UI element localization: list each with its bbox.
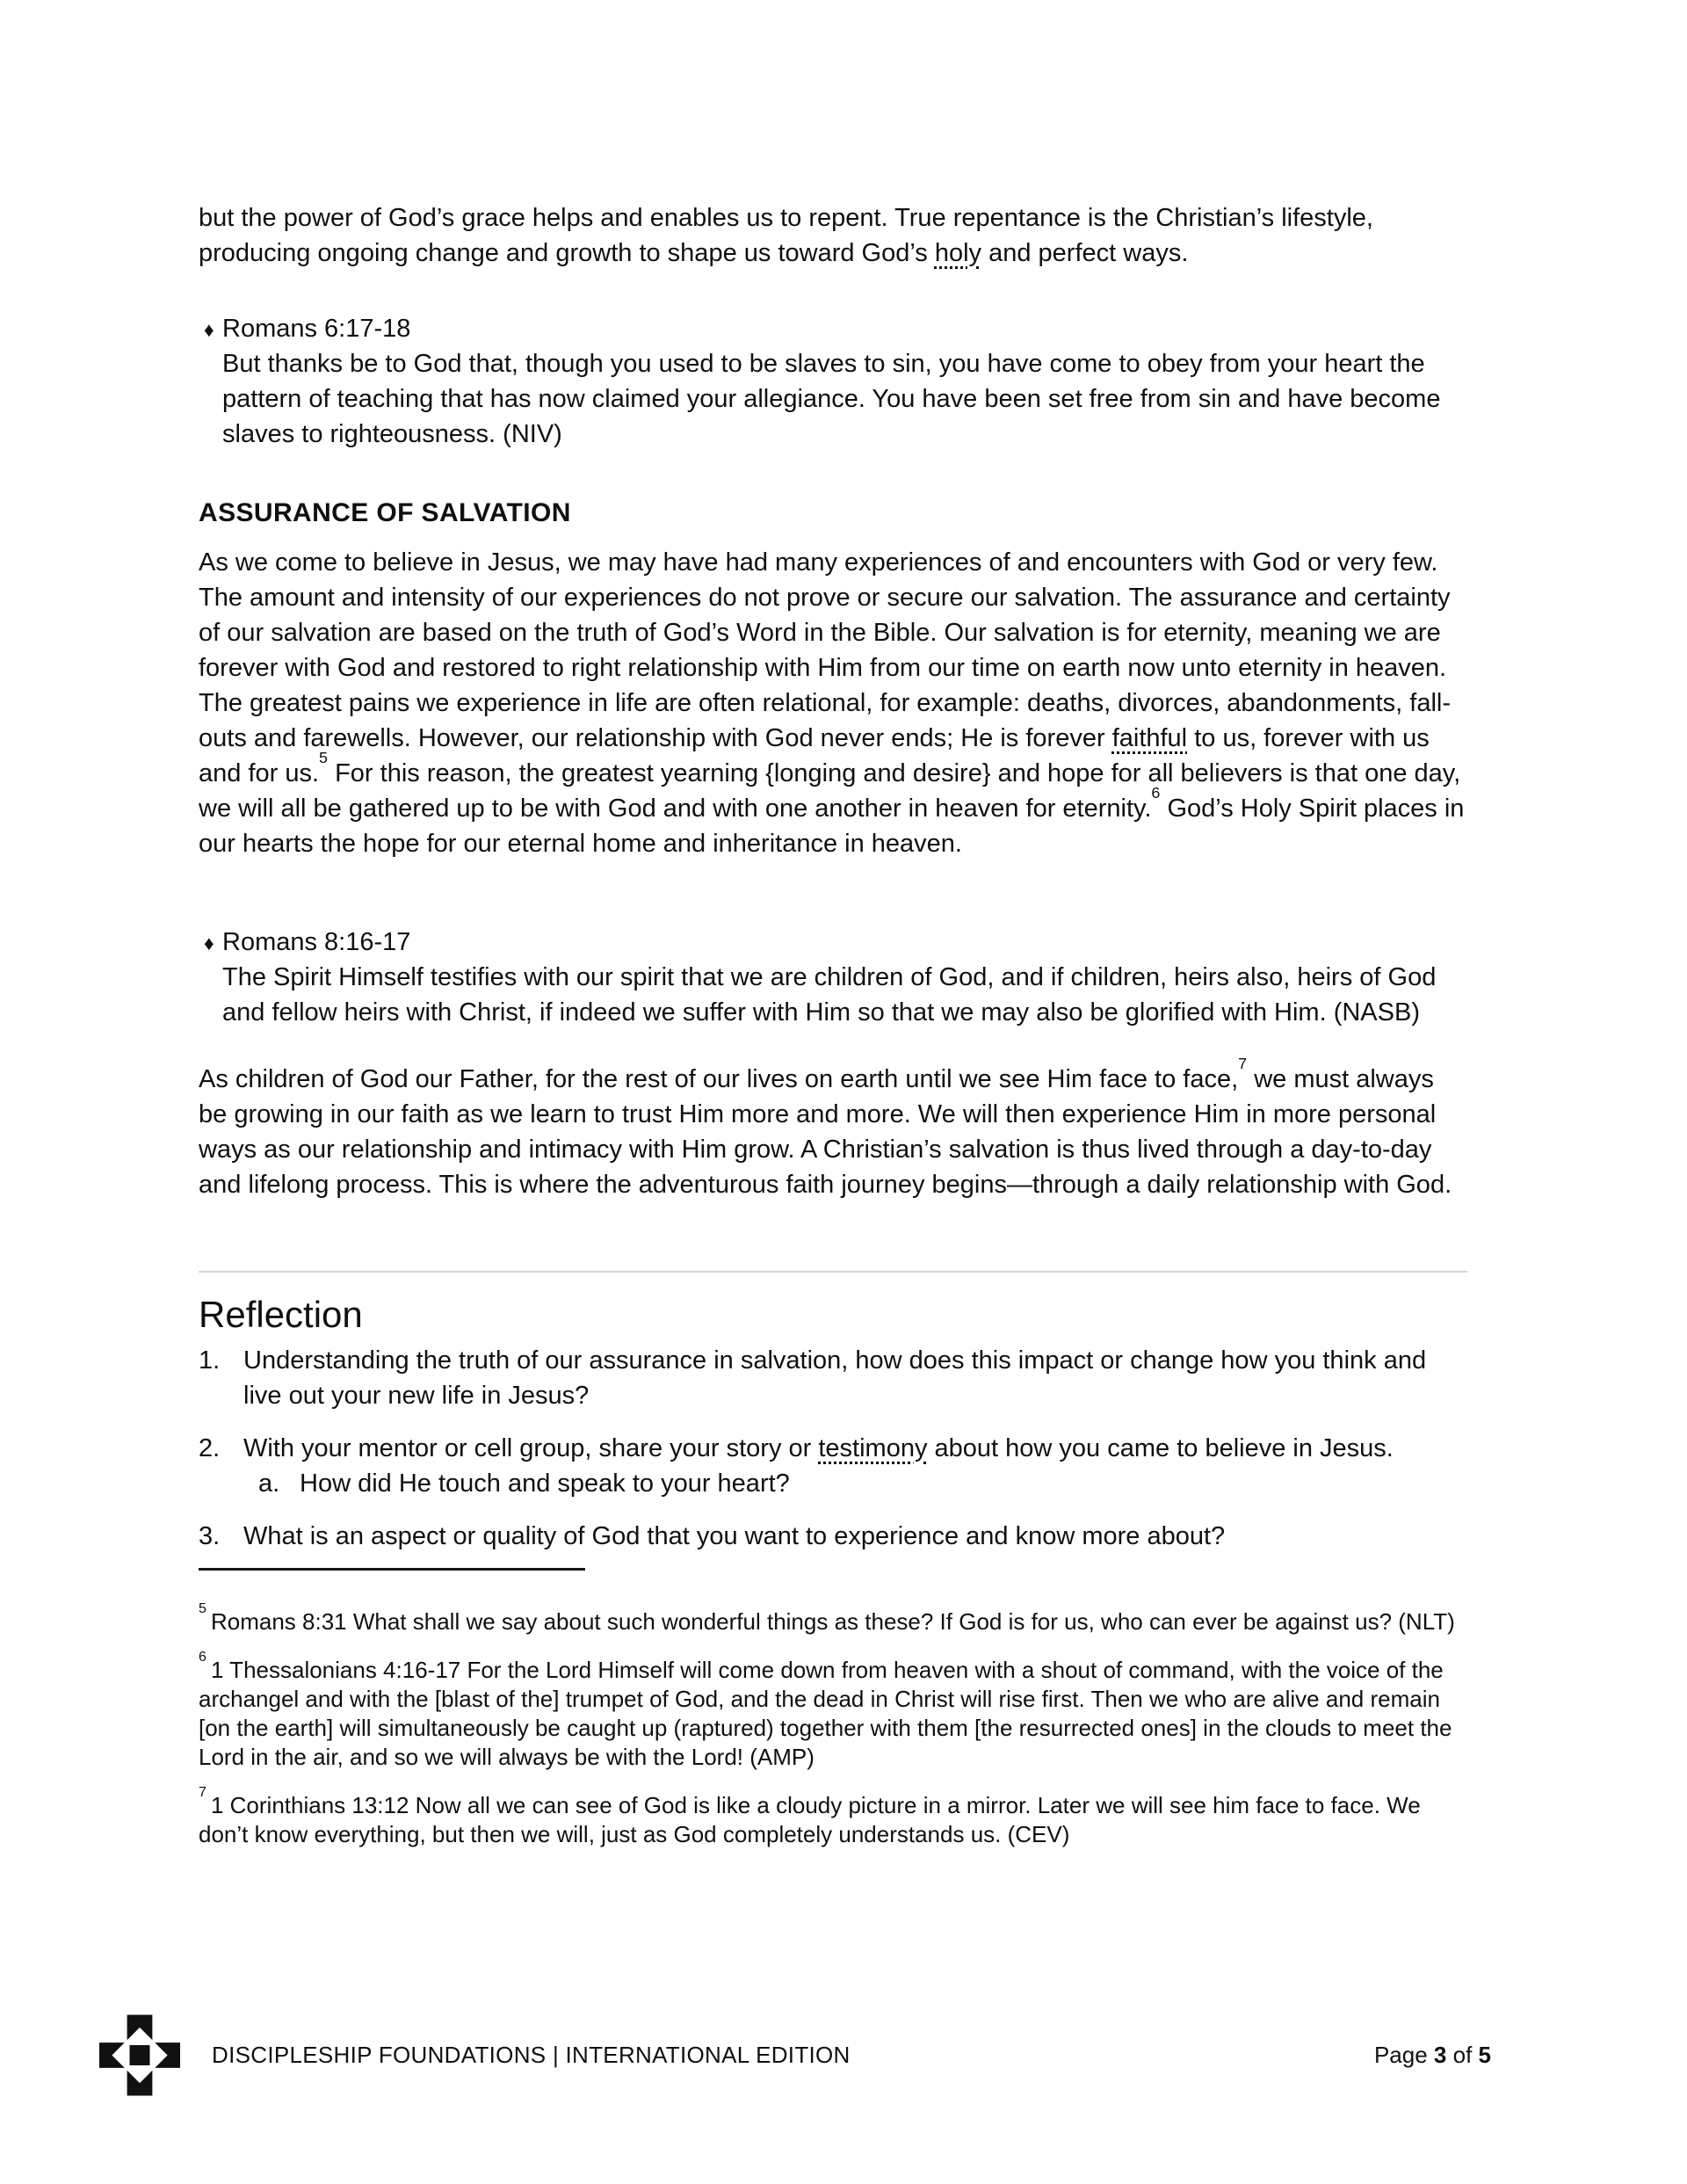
footnote-7	[199, 1784, 1467, 1849]
list-item-number: 1.	[199, 1346, 221, 1375]
page-footer	[99, 2013, 1491, 2097]
dotted-underlined-word: faithful	[1111, 724, 1188, 752]
page-label-mid: of	[1446, 2041, 1479, 2068]
footnote-reference-7: 7	[1238, 1055, 1248, 1073]
list-item-number: 2.	[199, 1434, 221, 1462]
cross-logo	[99, 2013, 180, 2097]
list-item	[199, 1431, 1467, 1501]
assurance-text-1: As we come to believe in Jesus, we may have had many experiences of and encounters with God or very few. The amount and intensity of our experiences do not prove or secure our salvation. The assurance and certainty of our salvation are based on the truth of God’s Word in the Bible. Our salvation is for eternity, meaning we are forever with God and restored to right relationship with Him from our time on earth now unto eternity in heaven. The greatest pains we experience in life are often relational, for example: deaths, divorces, abandonments, fall-outs and farewells. However, our relationship with God never ends; He is forever	[199, 548, 1452, 752]
page-content	[199, 0, 1467, 1849]
assurance-paragraph	[199, 545, 1467, 861]
footnote-marker: 7	[199, 1784, 206, 1801]
section-heading-reflection: Reflection	[199, 1294, 363, 1335]
dotted-underlined-word: testimony	[818, 1434, 928, 1462]
footnote-5	[199, 1600, 1467, 1636]
footnote-reference-6: 6	[1151, 784, 1161, 802]
children-text-1: As children of God our Father, for the rest of our lives on earth until we see Him face to face,	[199, 1065, 1239, 1093]
scripture-quote: The Spirit Himself testifies with our spirit that we are children of God, and if children, heirs also, heirs of God and fellow heirs with Christ, if indeed we suffer with Him so that we may also be glorified with Him. (NASB)	[222, 963, 1437, 1027]
list-item-text: Understanding the truth of our assurance in salvation, how does this impact or change how you think and live out your new life in Jesus?	[243, 1346, 1427, 1410]
page-number-indicator	[1374, 2042, 1491, 2069]
sub-list-item	[243, 1466, 1467, 1501]
footnote-reference-5: 5	[319, 749, 329, 767]
footnote-text: Romans 8:31 What shall we say about such wonderful things as these? If God is for us, who can ever be against us? (NLT)	[210, 1608, 1455, 1635]
intro-paragraph	[199, 200, 1467, 271]
page-current-number: 3	[1433, 2041, 1447, 2068]
diamond-bullet-icon: ♦	[204, 318, 214, 341]
footer-brand-title: DISCIPLESHIP FOUNDATIONS | INTERNATIONAL EDITION	[212, 2041, 851, 2068]
footnote-divider-rule	[199, 1568, 585, 1571]
list-item	[199, 1343, 1467, 1413]
assurance-text-3: For this reason, the greatest yearning {longing and desire} and hope for all believers is that one day, we will all be gathered up to be with God and with one another in heaven for eternity.	[199, 759, 1461, 823]
footnote-text: 1 Thessalonians 4:16-17 For the Lord Himself will come down from heaven with a shout of command, with the voice of the archangel and with the [blast of the] trumpet of God, and the dead in Christ will rise first. Then we who are alive and remain [on the earth] will simultaneously be caught up (raptured) together with them [the resurrected ones] in the clouds to meet the Lord in the air, and so we will always be with the Lord! (AMP)	[199, 1657, 1452, 1770]
reflection-question-list	[199, 1343, 1467, 1554]
diamond-bullet-icon: ♦	[204, 932, 214, 954]
intro-text-post: and perfect ways.	[981, 239, 1189, 267]
children-text-2: we must always be growing in our faith as we learn to trust Him more and more. We will then experience Him in more personal ways as our relationship and intimacy with Him grow. A Christian’s salvation is thus lived through a day-to-day and lifelong process. This is where the adventurous faith journey begins—through a daily relationship with God.	[199, 1065, 1452, 1199]
assurance-text-2: to us, forever with us and for us.	[199, 724, 1430, 787]
page-total-number: 5	[1478, 2041, 1491, 2068]
footnote-marker: 5	[199, 1600, 206, 1617]
intro-text-pre: but the power of God’s grace helps and enables us to repent. True repentance is the Christian’s lifestyle, producing ongoing change and growth to shape us toward God’s	[199, 204, 1373, 267]
scripture-reference	[204, 311, 1467, 346]
children-of-god-paragraph	[199, 1055, 1467, 1202]
item-text-post: about how you came to believe in Jesus.	[927, 1434, 1394, 1462]
assurance-text-4: God’s Holy Spirit places in our hearts the hope for our eternal home and inheritance in heaven.	[199, 795, 1465, 858]
page-label-pre: Page	[1373, 2041, 1434, 2068]
scripture-reference-label: Romans 8:16-17	[222, 928, 411, 956]
list-item-body	[243, 1431, 1467, 1501]
scripture-block-romans-6-17-18	[199, 311, 1467, 452]
footnote-marker: 6	[199, 1649, 206, 1665]
footnote-6	[199, 1649, 1467, 1772]
footnotes-section	[199, 1600, 1467, 1849]
list-item	[199, 1519, 1467, 1554]
item-text-pre: With your mentor or cell group, share your story or	[243, 1434, 819, 1462]
sub-item-letter: a.	[258, 1469, 280, 1498]
scripture-reference-label: Romans 6:17-18	[222, 315, 411, 343]
footnote-text: 1 Corinthians 13:12 Now all we can see of God is like a cloudy picture in a mirror. Later we will see him face to face. We don’t know everything, but then we will, just as God completely understands us. (CEV)	[199, 1792, 1421, 1847]
list-item-text: What is an aspect or quality of God that you want to experience and know more about?	[243, 1522, 1226, 1550]
sub-item-text: How did He touch and speak to your heart?	[300, 1469, 790, 1498]
list-item-text	[243, 1431, 1467, 1466]
scripture-block-romans-8-16-17	[199, 925, 1467, 1030]
section-divider-rule	[199, 1271, 1467, 1273]
scripture-reference	[204, 925, 1467, 960]
section-heading-assurance: ASSURANCE OF SALVATION	[199, 498, 571, 527]
list-item-number: 3.	[199, 1522, 221, 1550]
scripture-quote: But thanks be to God that, though you used to be slaves to sin, you have come to obey from your heart the pattern of teaching that has now claimed your allegiance. You have been set free from sin and have become slaves to righteousness. (NIV)	[222, 350, 1441, 448]
dotted-underlined-word: holy	[934, 239, 982, 267]
